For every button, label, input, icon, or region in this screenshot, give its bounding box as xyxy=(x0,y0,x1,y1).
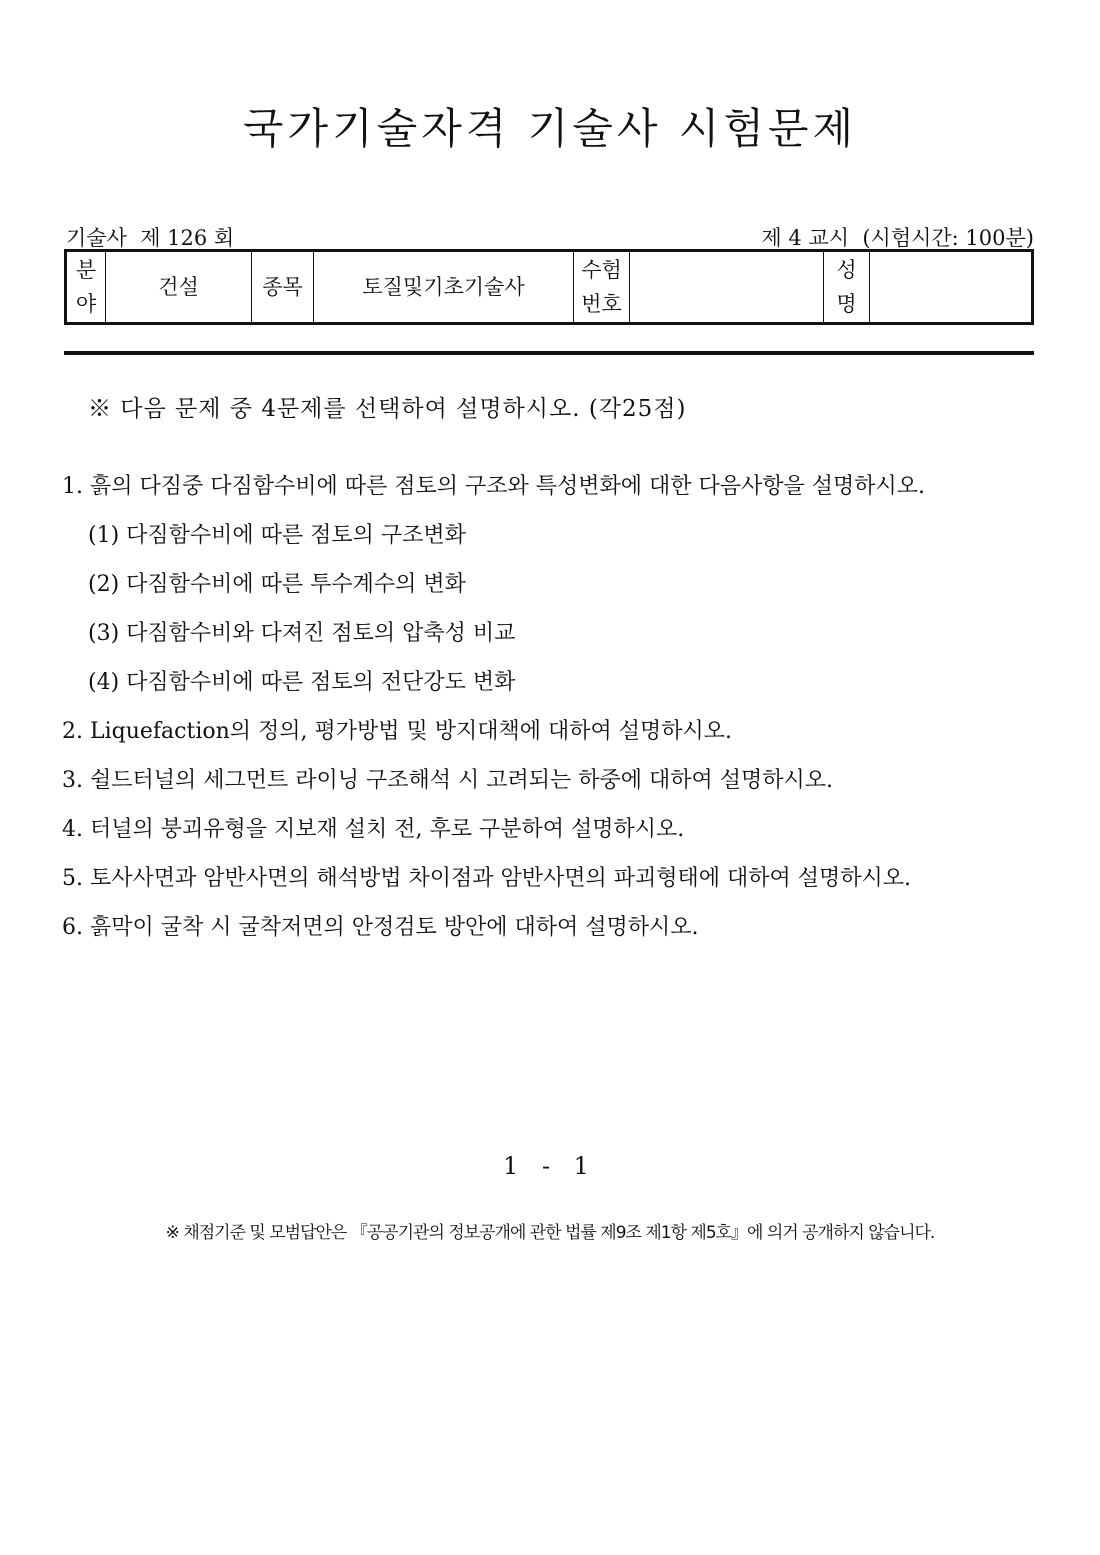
name-label-line1: 성 xyxy=(836,258,857,282)
instruction-text: ※ 다음 문제 중 4문제를 선택하여 설명하시오. (각25점) xyxy=(88,396,687,422)
header-divider xyxy=(64,351,1034,355)
name-label-cell xyxy=(824,251,870,324)
exam-number-label-cell xyxy=(574,251,630,324)
question-6: 6. 흙막이 굴착 시 굴착저면의 안정검토 방안에 대하여 설명하시오. xyxy=(62,915,699,940)
exam-meta-row xyxy=(66,222,1034,250)
field-label-line2: 야 xyxy=(75,292,97,316)
question-1-sub-3: (3) 다짐함수비와 다져진 점토의 압축성 비교 xyxy=(88,621,516,646)
field-label-line1: 분 xyxy=(75,258,97,282)
exam-round: 기술사 제 126 회 xyxy=(66,226,235,250)
name-field[interactable] xyxy=(870,251,1033,324)
exam-session: 제 4 교시 (시험시간: 100분) xyxy=(761,226,1034,250)
page-title: 국가기술자격 기술사 시험문제 xyxy=(242,104,858,153)
exam-number-label-line1: 수험 xyxy=(581,258,622,282)
question-3: 3. 쉴드터널의 세그먼트 라이닝 구조해석 시 고려되는 하중에 대하여 설명하시오. xyxy=(62,768,833,793)
question-1-sub-1: (1) 다짐함수비에 따른 점토의 구조변화 xyxy=(88,523,466,548)
question-1-sub-4: (4) 다짐함수비에 따른 점토의 전단강도 변화 xyxy=(88,670,516,695)
exam-number-field[interactable] xyxy=(630,251,824,324)
page-number: 1 - 1 xyxy=(503,1152,597,1180)
question-1: 1. 흙의 다짐중 다짐함수비에 따른 점토의 구조와 특성변화에 대한 다음사항을 설명하시오. xyxy=(62,474,925,499)
exam-number-label-line2: 번호 xyxy=(581,292,622,316)
question-5: 5. 토사사면과 암반사면의 해석방법 차이점과 암반사면의 파괴형태에 대하여 설명하시오. xyxy=(62,866,912,891)
category-label: 종목 xyxy=(252,251,314,324)
field-value: 건설 xyxy=(106,251,252,324)
name-label-line2: 명 xyxy=(836,292,857,316)
category-value: 토질및기초기술사 xyxy=(314,251,574,324)
question-4: 4. 터널의 붕괴유형을 지보재 설치 전, 후로 구분하여 설명하시오. xyxy=(62,817,685,842)
question-1-sub-2: (2) 다짐함수비에 따른 투수계수의 변화 xyxy=(88,572,466,597)
exam-info-table xyxy=(64,249,1034,325)
question-2: 2. Liquefaction의 정의, 평가방법 및 방지대책에 대하여 설명하시오. xyxy=(62,719,733,744)
field-label-cell xyxy=(66,251,106,324)
question-list xyxy=(62,470,1042,960)
footnote: ※ 채점기준 및 모범답안은 『공공기관의 정보공개에 관한 법률 제9조 제1항 제5호』에 의거 공개하지 않습니다. xyxy=(165,1223,935,1243)
